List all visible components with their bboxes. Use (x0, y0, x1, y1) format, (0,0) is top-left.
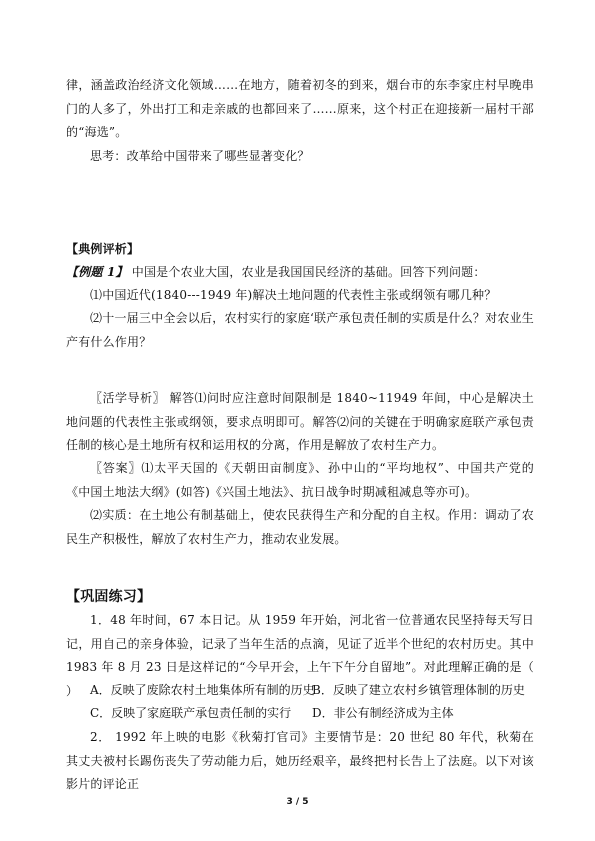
answer-tag: 〖答案〗 (90, 461, 142, 475)
answer-text-1: ⑴太平天国的《天朝田亩制度》、孙中山的“平均地权”、中国共产党的《中国土地法大纲》(如答)《兴国土地法》、抗日战争时期减租减息等亦可)。 (66, 461, 534, 499)
intro-paragraph: 律，涵盖政治经济文化领域……在地方，随着初冬的到来，烟台市的东李家庄村早晚串门的人多了，外出打工和走亲戚的也都回来了……原来，这个村正在迎接新一届村干部的“海选”。 (66, 78, 534, 139)
answer-paragraph (66, 457, 534, 504)
guide-text: 解答⑴问时应注意时间限制是 1840~11949 年间，中心是解决土地问题的代表性主张或纲领，要求点明即可。解答⑵问的关键在于明确家庭联产承包责任制的核心是土地所有权和运用权的分离，作用是解放了农村生产力。 (66, 391, 535, 452)
practice-q1: 1．48 年时间，67 本日记。从 1959 年开始，河北省一位普通农民坚持每天写日记，用自己的亲身体验，记录了当年生活的点滴，见证了近半个世纪的农村历史。其中 1983 年 8 月 23 日是这样记的“今早开会，上午下午分自留地”。对此理解正确的是（ ） (66, 613, 534, 698)
q1-options-row-2 (90, 702, 540, 725)
answer-paragraph-2: ⑵实质：在土地公有制基础上，使农民获得生产和分配的自主权。作用：调动了农民生产积极性，解放了农村生产力，推动农业发展。 (66, 508, 534, 546)
guide-paragraph (66, 387, 534, 458)
example-q2: ⑵十一届三中全会以后，农村实行的家庭‘联产承包责任制的实质是什么？对农业生产有什么作用？ (66, 311, 534, 349)
practice-q2: 2． 1992 年上映的电影《秋菊打官司》主要情节是：20 世纪 80 年代，秋菊在其丈夫被村长踢伤丧失了劳动能力后，她历经艰辛，最终把村长告上了法庭。以下对该影片的评论正 (66, 730, 534, 791)
example-q1: ⑴中国近代(1840---1949 年)解决土地问题的代表性主张或纲领有哪几种？ (90, 288, 497, 302)
practice-heading: 【巩固练习】 (66, 589, 152, 605)
guide-tag: 〖活学导析〗 (90, 391, 166, 405)
option-a[interactable]: A．反映了废除农村土地集体所有制的历史 (90, 683, 315, 697)
option-b[interactable]: B．反映了建立农村乡镇管理体制的历史 (312, 683, 525, 697)
option-d[interactable]: D．非公有制经济成为主体 (312, 706, 454, 720)
think-question: 思考：改革给中国带来了哪些显著变化？ (90, 149, 310, 163)
example-heading: 【典例评析】 (66, 242, 140, 256)
example-stem-text: 中国是个农业大国，农业是我国国民经济的基础。回答下列问题： (127, 265, 486, 279)
q1-options-row-1 (90, 679, 540, 702)
example-stem (66, 261, 534, 285)
page-number: 3 / 5 (286, 797, 309, 807)
example-tag: 【例题 1】 (66, 265, 128, 279)
option-c[interactable]: C．反映了家庭联产承包责任制的实行 (90, 706, 292, 720)
